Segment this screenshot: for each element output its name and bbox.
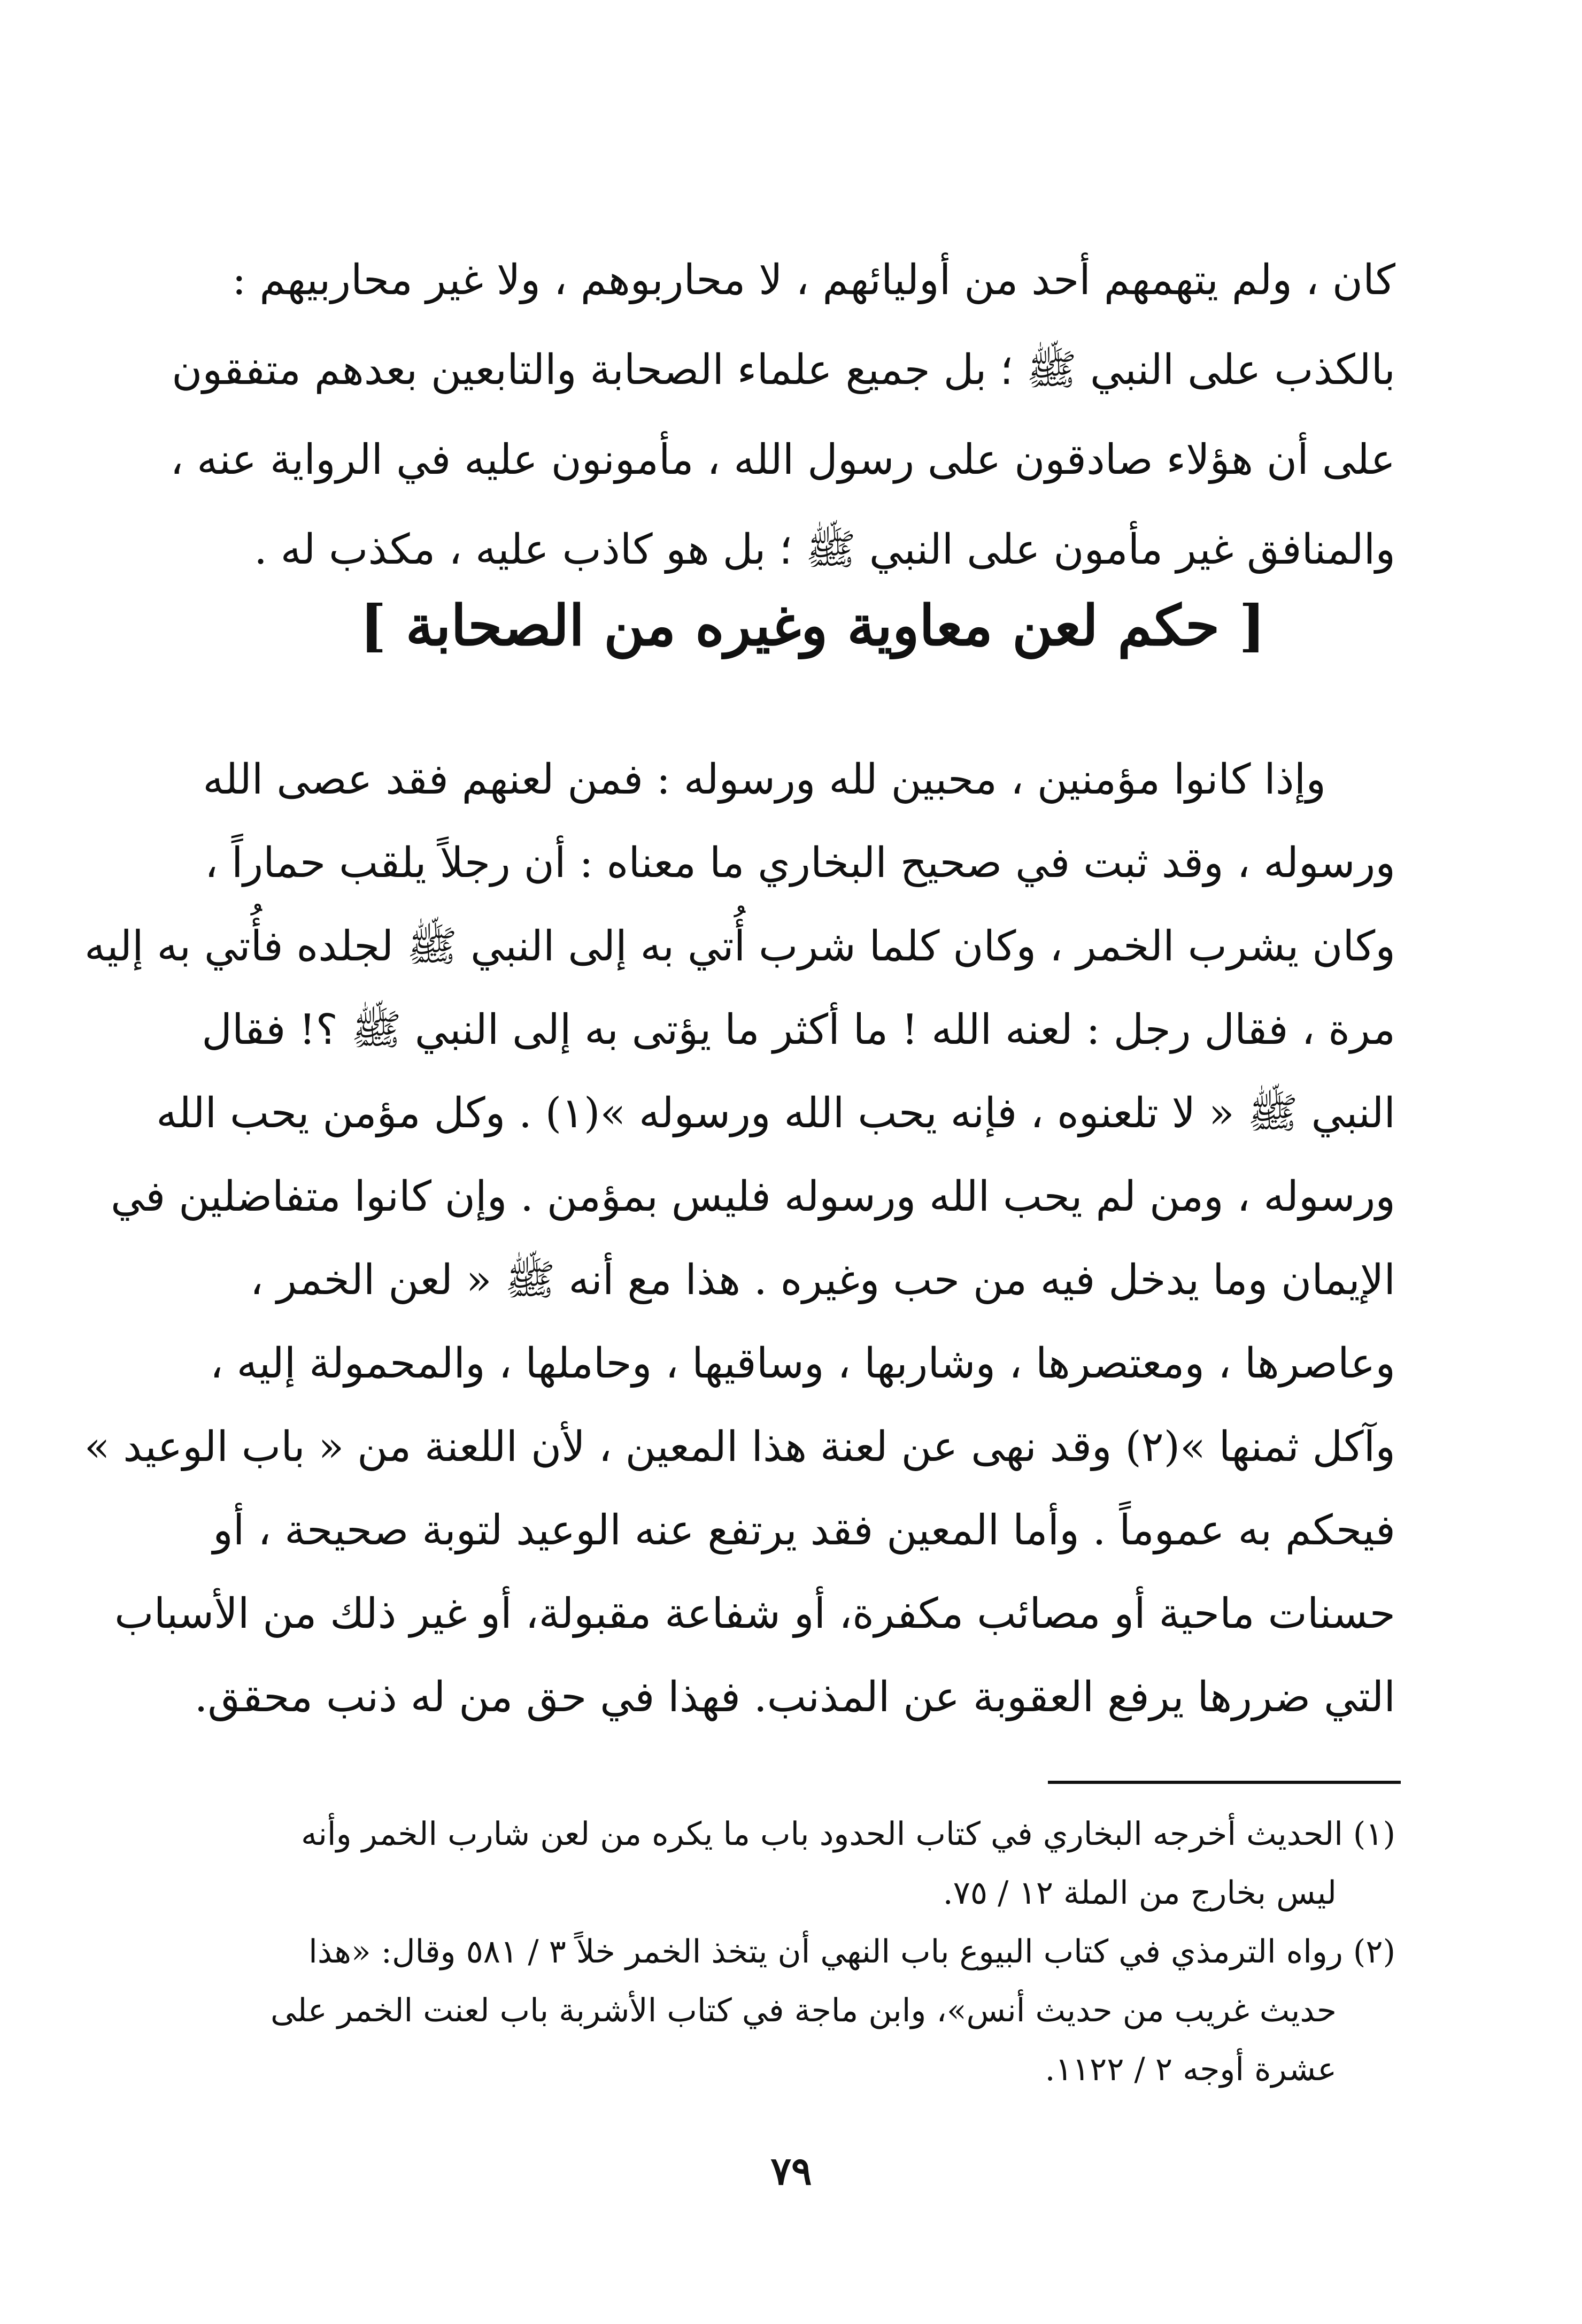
body-line: وكان يشرب الخمر ، وكان كلما شرب أُتي به إلى النبي ﷺ لجلده فأُتي به إليه <box>84 922 1395 971</box>
section-heading: [ حكم لعن معاوية وغيره من الصحابة ] <box>360 592 1265 658</box>
footnote-1-line: ليس بخارج من الملة ١٢ / ٧٥. <box>943 1874 1337 1912</box>
body-line: مرة ، فقال رجل : لعنه الله ! ما أكثر ما يؤتى به إلى النبي ﷺ ؟! فقال <box>202 1006 1395 1054</box>
body-line: وآكل ثمنها »(٢) وقد نهى عن لعنة هذا المعين ، لأن اللعنة من « باب الوعيد » <box>84 1423 1395 1471</box>
footnote-2-line: عشرة أوجه ٢ / ١١٢٢. <box>1045 2051 1337 2088</box>
body-line: حسنات ماحية أو مصائب مكفرة، أو شفاعة مقبولة، أو غير ذلك من الأسباب <box>114 1590 1395 1638</box>
footnotes <box>230 1805 1395 2099</box>
body-paragraph <box>84 738 1395 1739</box>
body-line: ورسوله ، وقد ثبت في صحيح البخاري ما معناه : أن رجلاً يلقب حماراً ، <box>204 839 1395 887</box>
footnote-1-line: (١) الحديث أخرجه البخاري في كتاب الحدود باب ما يكره من لعن شارب الخمر وأنه <box>301 1815 1395 1853</box>
body-line: التي ضررها يرفع العقوبة عن المذنب. فهذا في حق من له ذنب محقق. <box>194 1673 1395 1721</box>
intro-paragraph <box>170 235 1395 595</box>
body-line: النبي ﷺ « لا تلعنوه ، فإنه يحب الله ورسوله »(١) . وكل مؤمن يحب الله <box>156 1089 1395 1137</box>
intro-line: على أن هؤلاء صادقون على رسول الله ، مأمونون عليه في الرواية عنه ، <box>170 436 1395 484</box>
body-line: فيحكم به عموماً . وأما المعين فقد يرتفع عنه الوعيد لتوبة صحيحة ، أو <box>213 1506 1395 1555</box>
footnote-2-line: (٢) رواه الترمذي في كتاب البيوع باب النهي أن يتخذ الخمر خلاً ٣ / ٥٨١ وقال: «هذا <box>308 1933 1395 1971</box>
page-number: ٧٩ <box>770 2148 812 2194</box>
footnote-divider <box>1048 1781 1401 1784</box>
body-line: وإذا كانوا مؤمنين ، محبين لله ورسوله : فمن لعنهم فقد عصى الله <box>203 756 1326 804</box>
body-line: وعاصرها ، ومعتصرها ، وشاربها ، وساقيها ، وحاملها ، والمحمولة إليه ، <box>210 1340 1395 1388</box>
intro-line: والمنافق غير مأمون على النبي ﷺ ؛ بل هو كاذب عليه ، مكذب له . <box>254 526 1395 574</box>
body-line: ورسوله ، ومن لم يحب الله ورسوله فليس بمؤمن . وإن كانوا متفاضلين في <box>111 1173 1395 1221</box>
body-line: الإيمان وما يدخل فيه من حب وغيره . هذا مع أنه ﷺ « لعن الخمر ، <box>250 1256 1395 1304</box>
intro-line: بالكذب على النبي ﷺ ؛ بل جميع علماء الصحابة والتابعين بعدهم متفقون <box>172 346 1395 394</box>
intro-line: كان ، ولم يتهمهم أحد من أوليائهم ، لا محاربوهم ، ولا غير محاربيهم : <box>232 256 1395 304</box>
footnote-2-line: حديث غريب من حديث أنس»، وابن ماجة في كتاب الأشربة باب لعنت الخمر على <box>270 1992 1337 2029</box>
